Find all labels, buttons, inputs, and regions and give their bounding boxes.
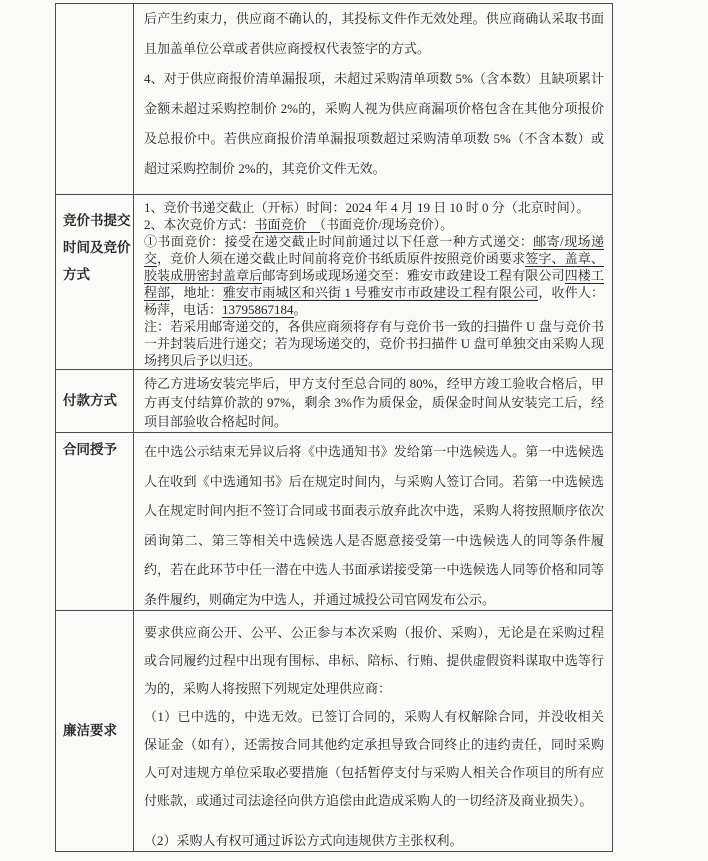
table-row	[56, 4, 612, 195]
paragraph	[144, 619, 604, 703]
underlined-text: 四楼工程部	[144, 268, 604, 300]
text-segment: ，收件人：杨萍，电话：	[144, 285, 604, 317]
row-header-cell	[56, 4, 134, 194]
text-segment: 待乙方进场安装完毕后，甲方支付至总合同的 80%，经甲方竣工验收合格后，甲方再支付结算价款的 97%，剩余 3%作为质保金，质保金时间从安装完工后，经项目部验收合格起时间。	[144, 376, 604, 429]
row-header-cell	[56, 195, 134, 369]
underlined-text: 书面竞价	[254, 217, 320, 232]
underlined-text: 13795867184	[222, 302, 294, 317]
row-content-cell	[134, 195, 612, 369]
text-segment: 注：若采用邮寄递交的，各供应商须将存有与竞价书一致的扫描件 U 盘与竞价书一并封装后进行递交；若为现场递交的，竞价书扫描件 U 盘可单独交由采购人现场拷贝后予以归还。	[144, 319, 604, 368]
paragraph	[144, 437, 604, 610]
row-header-label: 付款方式	[63, 393, 117, 408]
table-row	[56, 611, 612, 851]
row-content-cell	[134, 4, 612, 194]
underlined-text: 签字、盖章、胶装成册密封盖章后	[144, 251, 604, 283]
text-segment: ，竞价人须在递交截止时间前将竞价书纸质原件按照竞价函要求	[157, 251, 526, 266]
paragraph	[144, 374, 604, 431]
row-content-cell	[134, 433, 612, 610]
paragraph	[144, 199, 604, 216]
row-content-cell	[134, 370, 612, 432]
row-header-cell	[56, 370, 134, 432]
paragraph	[144, 233, 604, 318]
text-segment: 1、竞价书递交截止（开标）时间：2024 年 4 月 19 日 10 时 0 分（北京时间）。	[144, 200, 590, 215]
text-segment: 邮寄到场或现场递交至：雅安市政建设工程有限公司	[262, 268, 565, 283]
row-header-cell	[56, 611, 134, 851]
paragraph	[144, 4, 604, 64]
table-row	[56, 370, 612, 433]
table-row	[56, 195, 612, 370]
text-segment: 要求供应商公开、公平、公正参与本次采购（报价、采购），无论是在采购过程或合同履约过程中出现有围标、串标、陪标、行贿、提供虚假资料谋取中选等行为的，采购人将按照下列规定处理供应商：	[144, 625, 604, 696]
underlined-text: 雅安市雨城区和兴街 1 号雅安市市政建设工程有限公司	[222, 285, 539, 300]
paragraph	[144, 318, 604, 369]
text-segment: ，地址：	[170, 285, 223, 300]
text-segment: 4、对于供应商报价清单漏报项，未超过采购清单项数 5%（含本数）且缺项累计金额未超过采购控制价 2%的，采购人视为供应商漏项价格包含在其他分项报价及总报价中。若供应商报价清单漏报项数超过采购清单项数 5%（不含本数）或超过采购控制价 2%的，其竞价文件无效。	[144, 71, 604, 176]
row-header-label: 廉洁要求	[63, 723, 117, 738]
text-segment: 。	[293, 302, 307, 317]
row-header-cell	[56, 433, 134, 610]
text-segment: （2）采购人有权可通过诉讼方式向违规供方主张权利。	[144, 833, 463, 848]
paragraph	[144, 827, 604, 851]
text-segment: 在中选公示结束无异议后将《中选通知书》发给第一中选候选人。第一中选候选人在收到《中选通知书》后在规定时间内，与采购人签订合同。若第一中选候选人在规定时间内拒不签订合同或书面表示放弃此次中选，采购人将按照顺序依次函询第二、第三等相关中选候选人是否愿意接受第一中选候选人的同等条件履约，若在此环节中任一潜在中选人书面承诺接受第一中选候选人同等价格和同等条件履约，则确定为中选人，并通过城投公司官网发布公示。	[144, 444, 604, 607]
text-segment: （1）已中选的，中选无效。已签订合同的，采购人有权解除合同，并没收相关保证金（如有），还需按合同其他约定承担导致合同终止的违约责任，同时采购人可对违规方单位采取必要措施（包括暂停支付与采购人相关合作项目的所有应付账款，或通过司法途径向供方追偿由此造成采购人的一切经济及商业损失）。	[144, 709, 604, 808]
procurement-table	[55, 3, 613, 852]
paragraph	[144, 64, 604, 184]
row-header-label: 方式	[63, 267, 90, 282]
row-header-label: 合同授予	[63, 442, 117, 457]
text-segment: 2、本次竞价方式：	[144, 217, 255, 232]
text-segment: （书面竞价/现场竞价）。	[319, 217, 454, 232]
row-content-cell	[134, 611, 612, 851]
table-row	[56, 433, 612, 611]
text-segment: ①书面竞价：接受在递交截止时间前通过以下任意一种方式递交：	[144, 234, 534, 249]
paragraph	[144, 216, 604, 233]
underlined-text: 邮寄/现场递交	[144, 234, 604, 266]
row-header-label: 时间及竞价	[63, 240, 131, 255]
row-header-label: 竞价书提交	[63, 213, 131, 228]
paragraph	[144, 703, 604, 815]
text-segment: 后产生约束力，供应商不确认的，其投标文件作无效处理。供应商确认采取书面且加盖单位公章或者供应商授权代表签字的方式。	[144, 11, 604, 56]
